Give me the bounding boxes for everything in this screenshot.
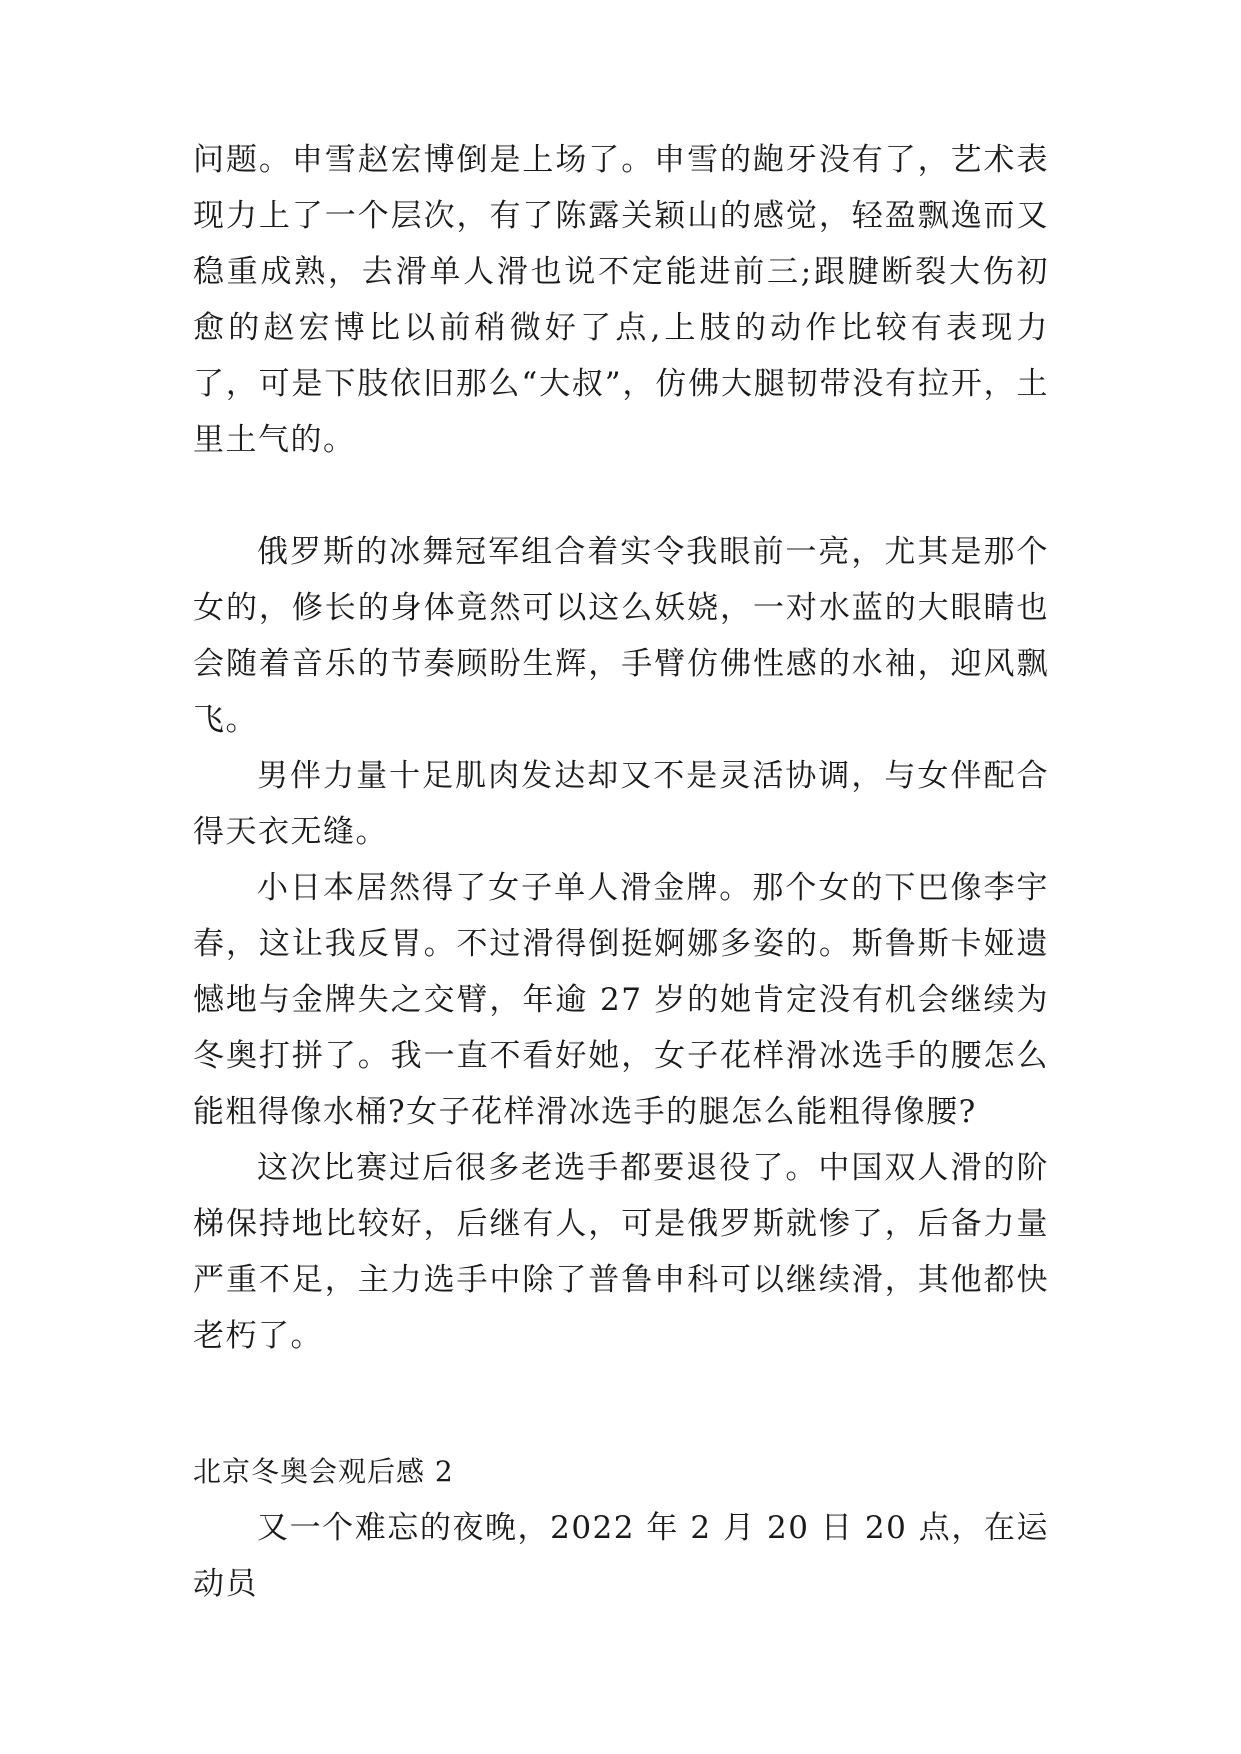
section-heading: 北京冬奥会观后感 2	[193, 1455, 454, 1488]
paragraph-3	[193, 748, 1049, 860]
paragraph-6	[193, 1500, 1049, 1612]
paragraph-4	[193, 860, 1049, 1140]
paragraph-text: 又一个难忘的夜晚，2022 年 2 月 20 日 20 点，在运动员	[193, 1510, 1049, 1602]
paragraph-2	[193, 524, 1049, 748]
paragraph-1	[193, 132, 1049, 468]
paragraph-text: 男伴力量十足肌肉发达却又不是灵活协调，与女伴配合得天衣无缝。	[193, 758, 1049, 850]
paragraph-5	[193, 1140, 1049, 1364]
paragraph-text: 小日本居然得了女子单人滑金牌。那个女的下巴像李宇春，这让我反胃。不过滑得倒挺婀娜多姿的。斯鲁斯卡娅遗憾地与金牌失之交臂，年逾 27 岁的她肯定没有机会继续为冬奥打拼了。我一直不看好她，女子花样滑冰选手的腰怎么能粗得像水桶?女子花样滑冰选手的腿怎么能粗得像腰?	[193, 870, 1049, 1130]
paragraph-text: 这次比赛过后很多老选手都要退役了。中国双人滑的阶梯保持地比较好，后继有人，可是俄罗斯就惨了，后备力量严重不足，主力选手中除了普鲁申科可以继续滑，其他都快老朽了。	[193, 1150, 1049, 1354]
paragraph-text: 问题。申雪赵宏博倒是上场了。申雪的龅牙没有了，艺术表现力上了一个层次，有了陈露关颖山的感觉，轻盈飘逸而又稳重成熟，去滑单人滑也说不定能进前三;跟腱断裂大伤初愈的赵宏博比以前稍微好了点,上肢的动作比较有表现力了，可是下肢依旧那么“大叔”，仿佛大腿韧带没有拉开，土里土气的。	[193, 142, 1049, 458]
paragraph-text: 俄罗斯的冰舞冠军组合着实令我眼前一亮，尤其是那个女的，修长的身体竟然可以这么妖娆，一对水蓝的大眼睛也会随着音乐的节奏顾盼生辉，手臂仿佛性感的水袖，迎风飘飞。	[193, 534, 1049, 738]
